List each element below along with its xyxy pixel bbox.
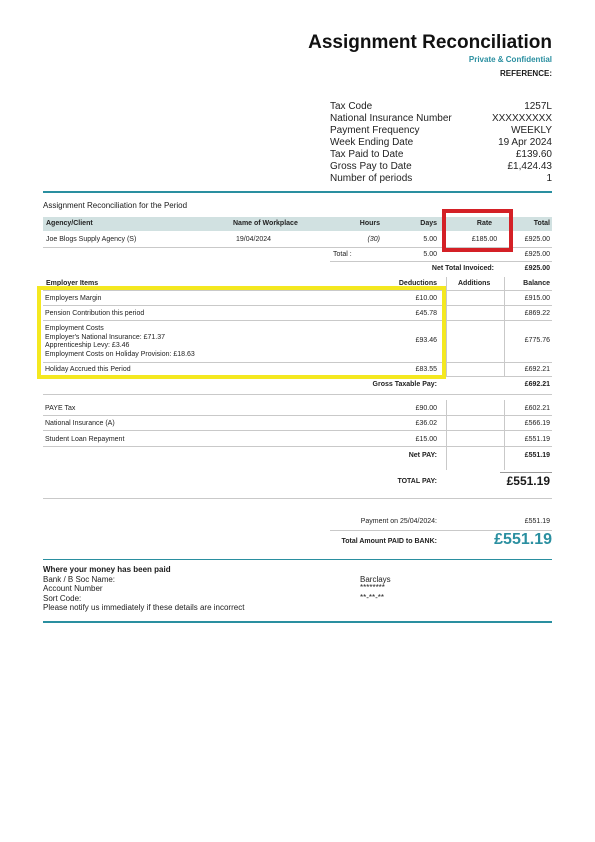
row-divider (43, 415, 552, 416)
holiday-accrued-label: Holiday Accrued this Period (45, 366, 131, 373)
row-divider (43, 430, 552, 431)
number-of-periods-label: Number of periods (330, 173, 413, 184)
net-pay-value: £551.19 (524, 452, 550, 459)
row-workplace: 19/04/2024 (236, 236, 272, 243)
row-hours: (30) (367, 236, 380, 243)
account-number-value: ******** (360, 583, 385, 592)
row-agency: Joe Blogs Supply Agency (S) (46, 236, 137, 243)
bank-name-value: Barclays (360, 575, 391, 584)
holiday-accrued-balance: £692.21 (524, 366, 550, 373)
row-rate: £185.00 (471, 236, 498, 243)
bank-section-title: Where your money has been paid (43, 565, 171, 574)
employers-margin-balance: £915.00 (524, 295, 550, 302)
employer-items-header: Employer Items (46, 280, 99, 287)
tax-code-value: 1257L (524, 101, 552, 112)
payment-frequency-value: WEEKLY (511, 125, 552, 136)
confidential-label: Private & Confidential (468, 55, 552, 64)
col-workplace: Name of Workplace (233, 220, 298, 227)
employers-margin-deduction: £10.00 (415, 295, 437, 302)
gross-pay-to-date-value: £1,424.43 (507, 161, 552, 172)
bank-name-label: Bank / B Soc Name: (43, 575, 116, 584)
reference-label: REFERENCE: (499, 69, 552, 78)
apprenticeship-levy-line: Apprenticeship Levy: £3.46 (45, 342, 130, 349)
net-pay-label: Net PAY: (408, 452, 437, 459)
additions-header: Additions (458, 280, 491, 287)
col-agency: Agency/Client (46, 220, 93, 227)
payment-value: £551.19 (524, 518, 550, 525)
pension-deduction: £45.78 (415, 310, 437, 317)
week-ending-label: Week Ending Date (330, 137, 414, 148)
employers-margin-label: Employers Margin (45, 295, 102, 302)
employer-ni-line: Employer's National Insurance: £71.37 (45, 333, 166, 341)
national-insurance-deduction: £36.02 (415, 420, 437, 427)
gross-taxable-label: Gross Taxable Pay: (372, 381, 437, 388)
row-divider (43, 498, 552, 499)
national-insurance-balance: £566.19 (524, 420, 550, 427)
gross-taxable-value: £692.21 (524, 381, 550, 388)
column-separator (446, 277, 447, 377)
paye-tax-deduction: £90.00 (415, 405, 437, 412)
paid-to-bank-value: £551.19 (494, 531, 552, 548)
col-days: Days (420, 220, 437, 227)
total-pay-label: TOTAL PAY: (397, 478, 437, 485)
student-loan-deduction: £15.00 (415, 436, 437, 443)
net-pay-underline (500, 472, 552, 473)
totals-days: 5.00 (423, 251, 437, 258)
row-total: £925.00 (524, 236, 550, 243)
ni-number-label: National Insurance Number (330, 113, 452, 124)
employer-items-highlight-box (37, 286, 446, 379)
row-divider (43, 446, 552, 447)
week-ending-value: 19 Apr 2024 (498, 137, 552, 148)
number-of-periods-value: 1 (546, 173, 552, 184)
bank-notice: Please notify us immediately if these details are incorrect (43, 603, 245, 612)
employment-costs-deduction: £93.46 (415, 337, 437, 344)
student-loan-balance: £551.19 (524, 436, 550, 443)
payment-frequency-label: Payment Frequency (330, 125, 420, 136)
gross-pay-to-date-label: Gross Pay to Date (330, 161, 412, 172)
totals-label: Total : (333, 251, 352, 258)
col-rate: Rate (476, 220, 493, 227)
row-divider (330, 261, 552, 262)
tax-paid-value: £139.60 (515, 149, 552, 160)
col-hours: Hours (359, 220, 380, 227)
paye-tax-label: PAYE Tax (45, 405, 76, 412)
column-separator (504, 277, 505, 377)
sort-code-label: Sort Code: (43, 594, 82, 603)
pension-label: Pension Contribution this period (45, 310, 145, 317)
section-divider (43, 559, 552, 560)
holiday-accrued-deduction: £83.55 (415, 366, 437, 373)
tax-paid-label: Tax Paid to Date (330, 149, 404, 160)
net-invoiced-label: Net Total Invoiced: (431, 265, 494, 272)
employment-costs-label: Employment Costs (45, 325, 104, 332)
col-total: Total (533, 220, 550, 227)
net-invoiced-value: £925.00 (524, 265, 550, 272)
paid-to-bank-label: Total Amount PAID to BANK: (341, 538, 437, 545)
account-number-label: Account Number (43, 584, 103, 593)
total-pay-value: £551.19 (506, 474, 550, 488)
totals-total: £925.00 (524, 251, 550, 258)
section-divider (43, 191, 552, 193)
student-loan-label: Student Loan Repayment (45, 436, 125, 443)
row-divider (43, 394, 552, 395)
sort-code-value: **-**-** (360, 593, 385, 602)
tax-code-label: Tax Code (330, 101, 373, 112)
recon-section-title: Assignment Reconciliation for the Period (43, 201, 188, 210)
national-insurance-label: National Insurance (A) (45, 420, 115, 427)
ni-number-value: XXXXXXXXX (491, 113, 552, 124)
balance-header: Balance (523, 280, 550, 287)
pension-balance: £869.22 (524, 310, 550, 317)
row-days: 5.00 (423, 236, 437, 243)
employment-costs-balance: £775.76 (524, 337, 550, 344)
payment-date-label: Payment on 25/04/2024: (360, 518, 437, 525)
footer-divider (43, 621, 552, 623)
rate-highlight-box (442, 209, 513, 252)
paye-tax-balance: £602.21 (524, 405, 550, 412)
column-separator (446, 400, 447, 470)
holiday-provision-line: Employment Costs on Holiday Provision: £18.63 (45, 350, 195, 358)
deductions-header: Deductions (398, 280, 437, 287)
document-title: Assignment Reconciliation (308, 32, 552, 53)
